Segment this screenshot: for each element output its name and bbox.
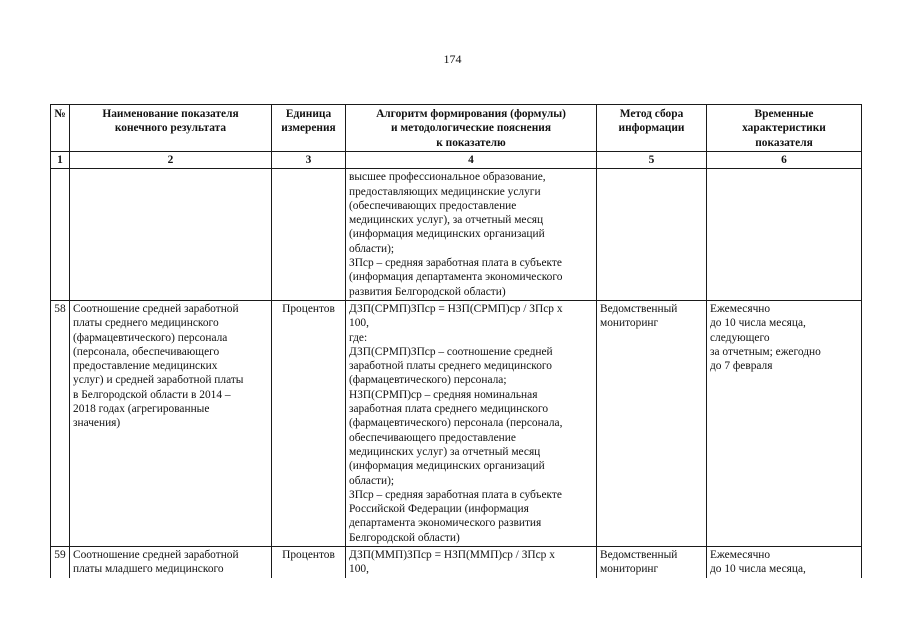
text-line: платы среднего медицинского bbox=[73, 317, 219, 330]
text-line: предоставление медицинских bbox=[73, 360, 218, 373]
text-line: до 10 числа месяца, bbox=[710, 317, 806, 330]
text-line: информации bbox=[618, 122, 685, 135]
text-line: платы младшего медицинского bbox=[73, 563, 224, 576]
text-line: (персонала, обеспечивающего bbox=[73, 345, 220, 358]
text-line: характеристики bbox=[742, 122, 826, 135]
time-characteristics bbox=[707, 547, 862, 578]
text-line: ЗПср – средняя заработная плата в субъекте bbox=[349, 257, 562, 270]
column-number: 4 bbox=[346, 152, 597, 169]
page-number: 174 bbox=[443, 52, 462, 66]
text-line: НЗП(СРМП)ср – средняя номинальная bbox=[349, 388, 538, 401]
text-line: области); bbox=[349, 474, 395, 487]
collection-method bbox=[597, 547, 707, 578]
text-line: Российской Федерации (информация bbox=[349, 503, 529, 516]
text-line: ЗПср – средняя заработная плата в субъекте bbox=[349, 488, 562, 501]
text-line: высшее профессиональное образование, bbox=[349, 171, 546, 184]
table-row bbox=[51, 300, 862, 546]
text-line: показателя bbox=[755, 136, 813, 149]
row-number bbox=[51, 169, 70, 301]
algorithm bbox=[346, 169, 597, 301]
text-line: Ежемесячно bbox=[710, 302, 771, 315]
text-line: заработной платы среднего медицинского bbox=[349, 360, 552, 373]
row-number: 58 bbox=[51, 300, 70, 546]
text-line: значения) bbox=[73, 417, 121, 430]
text-line: Соотношение средней заработной bbox=[73, 302, 239, 315]
text-line: мониторинг bbox=[600, 563, 659, 576]
text-line: 2018 годах (агрегированные bbox=[73, 403, 210, 416]
text-line: Алгоритм формирования (формулы) bbox=[376, 108, 566, 120]
text-line: Единица bbox=[285, 108, 332, 120]
column-number: 3 bbox=[272, 152, 346, 169]
text-line: Ежемесячно bbox=[710, 549, 771, 562]
text-line: Временные bbox=[754, 108, 814, 120]
text-line: где: bbox=[349, 331, 368, 344]
text-line: области); bbox=[349, 242, 395, 255]
text-line: (информация медицинских организаций bbox=[349, 228, 545, 241]
text-line: (обеспечивающих предоставление bbox=[349, 199, 517, 212]
text-line: до 7 февраля bbox=[710, 360, 773, 373]
text-line: обеспечивающего предоставление bbox=[349, 431, 516, 444]
text-line: предоставляющих медицинские услуги bbox=[349, 185, 541, 198]
text-line: заработная плата среднего медицинского bbox=[349, 403, 549, 416]
column-number: 5 bbox=[597, 152, 707, 169]
text-line: Ведомственный bbox=[600, 549, 678, 562]
table-row bbox=[51, 547, 862, 578]
time-characteristics bbox=[707, 169, 862, 301]
header-indicator-name bbox=[70, 105, 272, 152]
indicator-name bbox=[70, 300, 272, 546]
indicator-table bbox=[50, 104, 862, 578]
text-line: Ведомственный bbox=[600, 302, 678, 315]
text-line: (информация медицинских организаций bbox=[349, 460, 545, 473]
column-number-row bbox=[51, 152, 862, 169]
collection-method bbox=[597, 300, 707, 546]
text-line: услуг) и средней заработной платы bbox=[73, 374, 244, 387]
text-line: № bbox=[54, 108, 66, 120]
text-line: (фармацевтического) персонала bbox=[73, 331, 228, 344]
text-line: до 10 числа месяца, bbox=[710, 563, 806, 576]
column-number: 1 bbox=[51, 152, 70, 169]
row-number: 59 bbox=[51, 547, 70, 578]
text-line: Соотношение средней заработной bbox=[73, 549, 239, 562]
text-line: следующего bbox=[710, 331, 770, 344]
unit: Процентов bbox=[272, 547, 346, 578]
header-number bbox=[51, 105, 70, 152]
column-number: 2 bbox=[70, 152, 272, 169]
time-characteristics bbox=[707, 300, 862, 546]
indicator-name bbox=[70, 169, 272, 301]
header-unit bbox=[272, 105, 346, 152]
text-line: в Белгородской области в 2014 – bbox=[73, 388, 231, 401]
text-line: Метод сбора bbox=[619, 108, 684, 120]
collection-method bbox=[597, 169, 707, 301]
table-row bbox=[51, 169, 862, 301]
header-algorithm bbox=[346, 105, 597, 152]
text-line: конечного результата bbox=[114, 122, 227, 135]
unit: Процентов bbox=[272, 300, 346, 546]
column-number: 6 bbox=[707, 152, 862, 169]
text-line: 100, bbox=[349, 563, 369, 576]
text-line: 100, bbox=[349, 317, 369, 330]
text-line: развития Белгородской области) bbox=[349, 285, 506, 298]
text-line: Белгородской области) bbox=[349, 531, 460, 544]
unit bbox=[272, 169, 346, 301]
text-line: измерения bbox=[281, 122, 336, 135]
header-row bbox=[51, 105, 862, 152]
text-line: к показателю bbox=[436, 136, 506, 149]
text-line: ДЗП(СРМП)ЗПср = НЗП(СРМП)ср / ЗПср х bbox=[349, 302, 563, 315]
text-line: Наименование показателя bbox=[102, 108, 239, 120]
text-line: департамента экономического развития bbox=[349, 517, 542, 530]
indicator-name bbox=[70, 547, 272, 578]
text-line: и методологические пояснения bbox=[390, 122, 552, 135]
text-line: (информация департамента экономического bbox=[349, 271, 563, 284]
text-line: ДЗП(ММП)ЗПср = НЗП(ММП)ср / ЗПср х bbox=[349, 549, 555, 562]
text-line: (фармацевтического) персонала (персонала, bbox=[349, 417, 563, 430]
text-line: ДЗП(СРМП)ЗПср – соотношение средней bbox=[349, 345, 553, 358]
text-line: медицинских услуг) за отчетный месяц bbox=[349, 445, 541, 458]
text-line: медицинских услуг), за отчетный месяц bbox=[349, 214, 544, 227]
text-line: (фармацевтического) персонала; bbox=[349, 374, 507, 387]
algorithm bbox=[346, 547, 597, 578]
header-method bbox=[597, 105, 707, 152]
text-line: мониторинг bbox=[600, 317, 659, 330]
header-time bbox=[707, 105, 862, 152]
algorithm bbox=[346, 300, 597, 546]
text-line: за отчетным; ежегодно bbox=[710, 345, 821, 358]
